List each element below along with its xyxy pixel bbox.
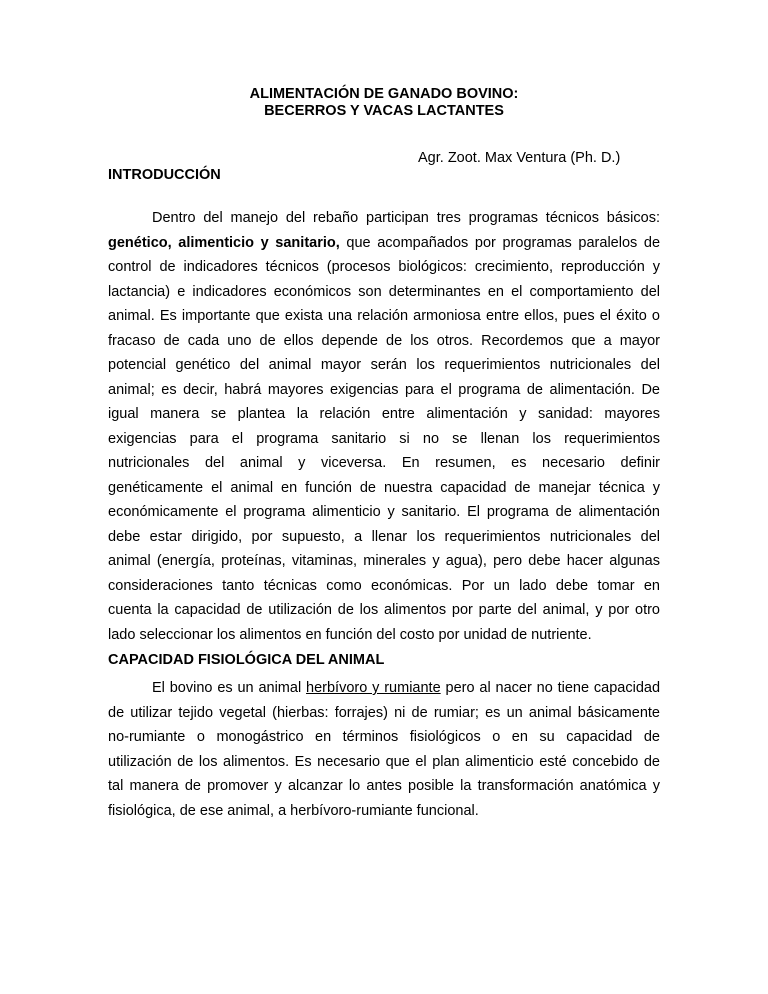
paragraph-line: animal (energía, proteínas, vitaminas, minerales y agua), pero debe hacer algunas — [108, 553, 660, 569]
paragraph-introduccion — [108, 206, 660, 647]
paragraph-line: debe estar dirigido, por supuesto, a llenar los requerimientos nutricionales del — [108, 528, 660, 545]
document-author: Agr. Zoot. Max Ventura (Ph. D.) — [418, 150, 621, 166]
paragraph-line: no-rumiante o monogástrico en términos fisiológicos o en su capacidad de — [108, 729, 660, 745]
paragraph-line: animal. Es importante que exista una relación armoniosa entre ellos, pues el éxito o — [108, 308, 660, 324]
paragraph-line: fracaso de cada uno de ellos depende de los otros. Recordemos que a mayor — [108, 332, 660, 349]
paragraph-line: tal manera de promover y alcanzar lo antes posible la transformación anatómica y — [108, 778, 660, 794]
paragraph-line: consideraciones tanto técnicas como económicas. Por un lado debe tomar en — [108, 577, 660, 594]
paragraph-line: Dentro del manejo del rebaño participan tres programas técnicos básicos: — [152, 210, 660, 226]
paragraph-line: exigencias para el programa sanitario si no se llenan los requerimientos — [108, 430, 660, 447]
paragraph-line: de utilizar tejido vegetal (hierbas: forrajes) ni de rumiar; es un animal básicamente — [108, 704, 660, 721]
paragraph-line: animal; es decir, habrá mayores exigencias para el programa de alimentación. De — [108, 381, 660, 398]
bold-phrase: genético, alimenticio y sanitario, — [108, 234, 340, 251]
section-heading-capacidad: CAPACIDAD FISIOLÓGICA DEL ANIMAL — [108, 652, 385, 668]
paragraph-line: genético, alimenticio y sanitario, que acompañados por programas paralelos de — [108, 234, 661, 251]
paragraph-line: lactancia) e indicadores económicos son determinantes en el comportamiento del — [108, 283, 660, 300]
section-heading-introduccion: INTRODUCCIÓN — [108, 167, 221, 183]
paragraph-line: utilización de los alimentos. Es necesario que el plan alimenticio esté concebido de — [108, 753, 660, 770]
paragraph-line: igual manera se plantea la relación entre alimentación y sanidad: mayores — [108, 406, 660, 422]
paragraph-line: fisiológica, de ese animal, a herbívoro-rumiante funcional. — [108, 802, 479, 819]
paragraph-line: económicamente el programa alimenticio y sanitario. El programa de alimentación — [108, 504, 660, 520]
paragraph-line: potencial genético del animal mayor serán los requerimientos nutricionales del — [108, 357, 660, 373]
paragraph-line: nutricionales del animal y viceversa. En resumen, es necesario definir — [108, 455, 660, 471]
underlined-phrase: herbívoro y rumiante — [306, 680, 441, 696]
document-title-line2: BECERROS Y VACAS LACTANTES — [264, 103, 504, 119]
document-title-line1: ALIMENTACIÓN DE GANADO BOVINO: — [249, 86, 519, 102]
paragraph-capacidad — [108, 676, 660, 823]
paragraph-line: cuenta la capacidad de utilización de los alimentos por parte del animal, y por otro — [108, 602, 660, 618]
paragraph-line: lado seleccionar los alimentos en función del costo por unidad de nutriente. — [108, 626, 592, 643]
paragraph-line: genéticamente el animal en función de nuestra capacidad de manejar técnica y — [108, 479, 660, 496]
paragraph-line: control de indicadores técnicos (procesos biológicos: crecimiento, reproducción y — [108, 259, 660, 275]
paragraph-line: El bovino es un animal herbívoro y rumiante pero al nacer no tiene capacidad — [152, 680, 661, 696]
